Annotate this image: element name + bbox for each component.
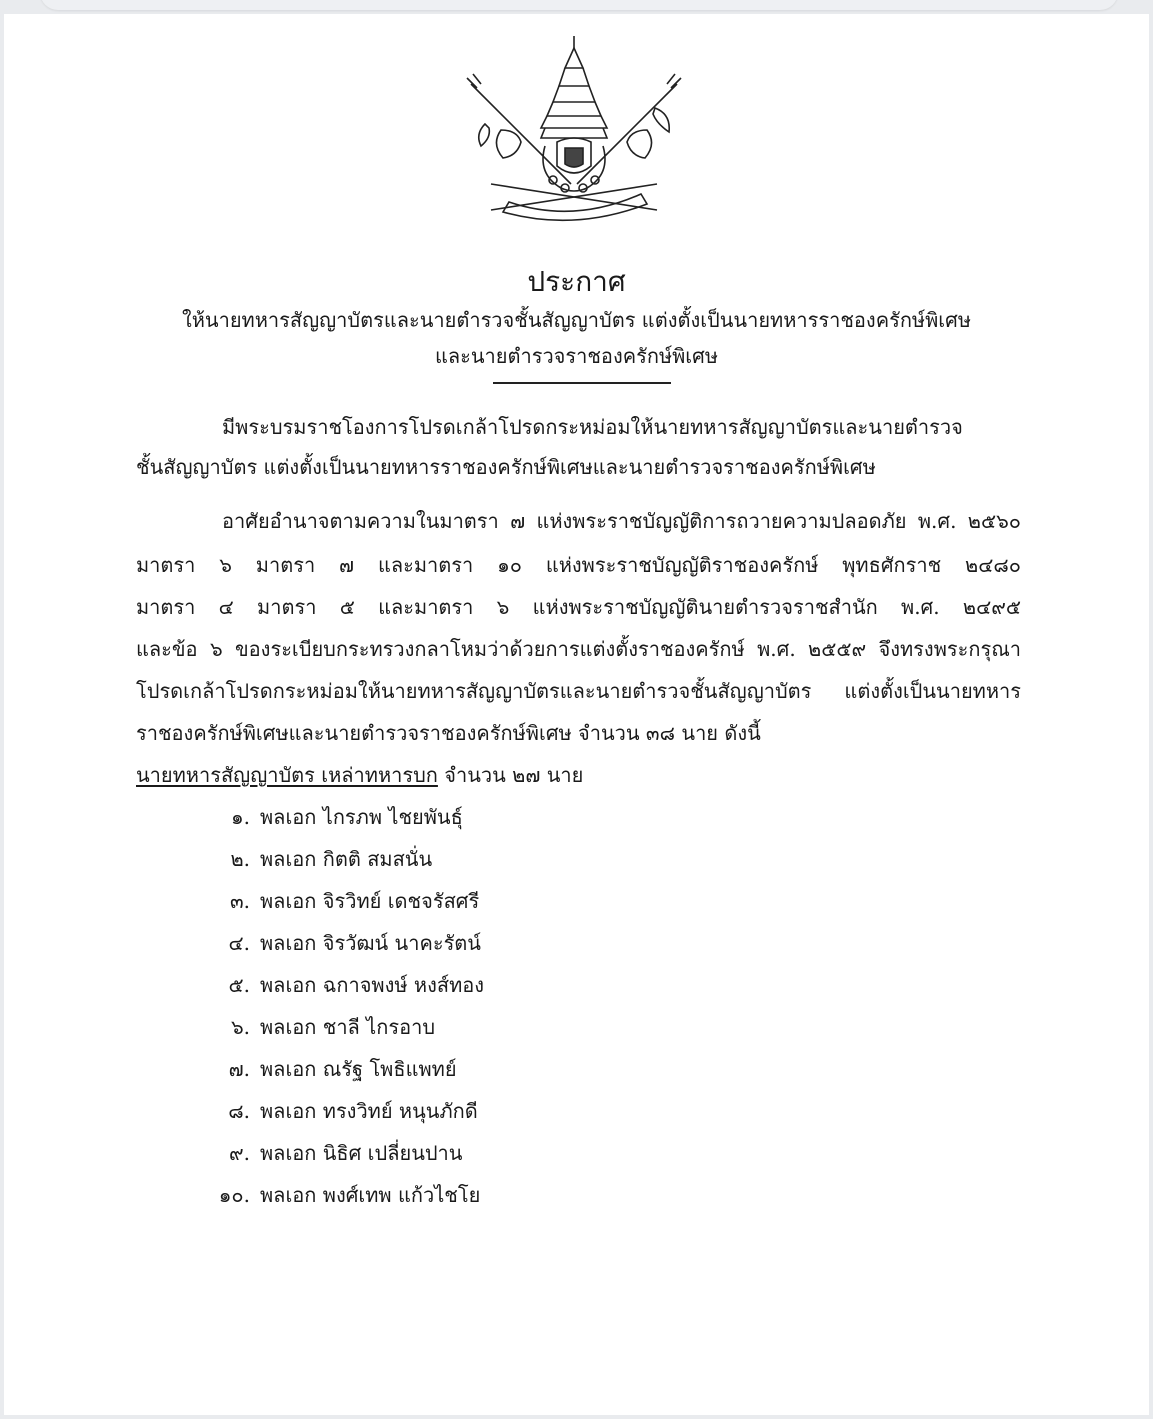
list-item: ๑๐. พลเอก พงศ์เทพ แก้วไชโย xyxy=(218,1183,481,1207)
body-line-5: มาตรา ๔ มาตรา ๕ และมาตรา ๖ แห่งพระราชบัญญัตินายตำรวจราชสำนัก พ.ศ. ๒๔๙๕ xyxy=(136,595,1021,619)
list-item: ๖. พลเอก ชาลี ไกรอาบ xyxy=(230,1015,436,1039)
previous-page-edge xyxy=(40,0,1118,10)
body-line-7: โปรดเกล้าโปรดกระหม่อมให้นายทหารสัญญาบัตรและนายตำรวจชั้นสัญญาบัตร แต่งตั้งเป็นนายทหาร xyxy=(136,679,1021,703)
document-page xyxy=(4,14,1149,1415)
subtitle-line-2: และนายตำรวจราชองครักษ์พิเศษ xyxy=(434,344,719,368)
list-item: ๙. พลเอก นิธิศ เปลี่ยนปาน xyxy=(228,1141,463,1165)
body-line-2: ชั้นสัญญาบัตร แต่งตั้งเป็นนายทหารราชองครักษ์พิเศษและนายตำรวจราชองครักษ์พิเศษ xyxy=(136,455,876,479)
section-heading-underlined: นายทหารสัญญาบัตร เหล่าทหารบก xyxy=(136,763,438,787)
body-line-6: และข้อ ๖ ของระเบียบกระทรวงกลาโหมว่าด้วยการแต่งตั้งราชองครักษ์ พ.ศ. ๒๕๕๙ จึงทรงพระกรุณา xyxy=(136,637,1021,661)
list-item: ๔. พลเอก จิรวัฒน์ นาคะรัตน์ xyxy=(228,931,481,955)
page-title: ประกาศ xyxy=(527,265,626,298)
body-line-8: ราชองครักษ์พิเศษและนายตำรวจราชองครักษ์พิเศษ จำนวน ๓๘ นาย ดังนี้ xyxy=(136,721,761,745)
royal-emblem-icon xyxy=(461,34,687,224)
body-line-4: มาตรา ๖ มาตรา ๗ และมาตรา ๑๐ แห่งพระราชบัญญัติราชองครักษ์ พุทธศักราช ๒๔๘๐ xyxy=(136,553,1021,577)
section-heading xyxy=(136,760,1021,790)
body-line-1: มีพระบรมราชโองการโปรดเกล้าโปรดกระหม่อมให้นายทหารสัญญาบัตรและนายตำรวจ xyxy=(222,415,963,439)
list-item: ๗. พลเอก ณรัฐ โพธิแพทย์ xyxy=(228,1057,457,1081)
body-line-3: อาศัยอำนาจตามความในมาตรา ๗ แห่งพระราชบัญญัติการถวายความปลอดภัย พ.ศ. ๒๕๖๐ xyxy=(222,509,1021,533)
section-heading-count: จำนวน ๒๗ นาย xyxy=(437,763,584,787)
list-item: ๓. พลเอก จิรวิทย์ เดชจรัสศรี xyxy=(229,889,480,913)
list-item: ๑. พลเอก ไกรภพ ไชยพันธุ์ xyxy=(230,805,463,829)
title-divider xyxy=(493,382,671,384)
list-item: ๘. พลเอก ทรงวิทย์ หนุนภักดี xyxy=(228,1099,478,1123)
subtitle-line-1: ให้นายทหารสัญญาบัตรและนายตำรวจชั้นสัญญาบัตร แต่งตั้งเป็นนายทหารราชองครักษ์พิเศษ xyxy=(181,308,972,332)
list-item: ๕. พลเอก ฉกาจพงษ์ หงส์ทอง xyxy=(228,973,485,997)
list-item: ๒. พลเอก กิตติ สมสนั่น xyxy=(230,847,433,871)
